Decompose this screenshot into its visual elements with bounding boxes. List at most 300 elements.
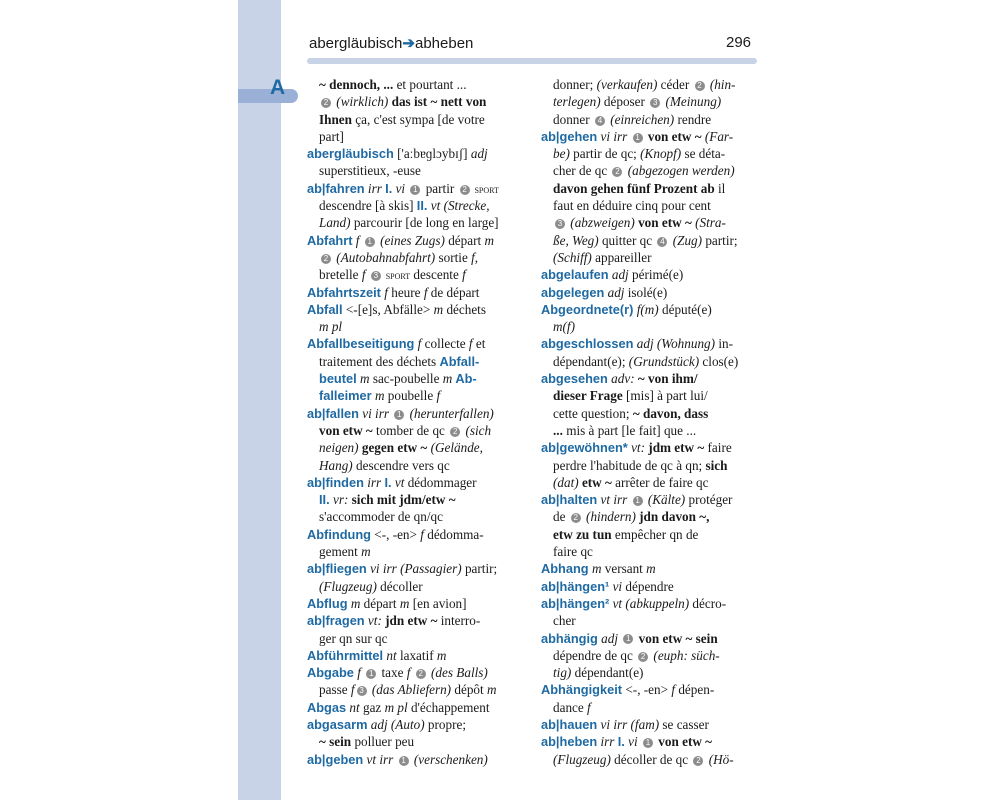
- translation-text: et pourtant ...: [393, 77, 467, 92]
- sense-number-badge: 1: [410, 185, 420, 195]
- translation-text: se déta-: [681, 146, 726, 162]
- entry-continuation-line: [541, 249, 757, 266]
- headword: ab|fallen: [307, 405, 359, 421]
- entry-continuation-line: [541, 457, 757, 474]
- headword: Abgeordnete(r): [541, 301, 634, 317]
- grammar-label: (abgezogen werden): [624, 163, 735, 179]
- entry-continuation-line: [307, 733, 523, 750]
- entry-continuation-line: [307, 508, 523, 525]
- thumb-index-tab: [238, 89, 298, 103]
- grammar-label: (verkaufen): [596, 77, 658, 92]
- entry-line: [307, 474, 523, 491]
- translation-text: ger qn sur qc: [319, 630, 388, 646]
- grammar-label: be): [553, 146, 570, 162]
- entry-continuation-line: [541, 111, 757, 128]
- entry-line: [307, 664, 523, 681]
- entry-continuation-line: [307, 214, 523, 231]
- grammar-label: vi: [609, 578, 623, 594]
- headword: Abfindung: [307, 526, 371, 542]
- grammar-label: (hindern): [582, 509, 636, 525]
- translation-text: in-: [715, 336, 733, 352]
- grammar-label: m: [442, 371, 453, 387]
- grammar-label: adj (Wohnung): [633, 336, 716, 352]
- header-rule: [307, 58, 757, 64]
- grammar-label: m pl: [319, 319, 343, 335]
- grammar-label: m: [436, 647, 447, 663]
- translation-text: déchets: [443, 301, 486, 317]
- translation-text: s'accommoder de qn/qc: [319, 509, 443, 525]
- entry-continuation-line: [307, 93, 523, 110]
- sense-number-badge: 2: [416, 669, 426, 679]
- example-phrase: von etw ~: [319, 422, 373, 438]
- grammar-label: (Flugzeug): [553, 751, 611, 767]
- translation-text: dédommager: [404, 474, 477, 490]
- entry-continuation-line: [541, 180, 757, 197]
- translation-text: décoller: [376, 578, 423, 594]
- translation-text: superstitieux, -euse: [319, 163, 421, 179]
- translation-text: isolé(e): [624, 284, 668, 300]
- header-last-entry: abheben: [414, 35, 474, 52]
- right-column: [541, 76, 757, 768]
- thumb-index-letter: A: [270, 76, 286, 99]
- grammar-label: m: [484, 232, 494, 248]
- entry-line: [307, 284, 523, 301]
- headword: ab|geben: [307, 751, 364, 767]
- grammar-label: (des Balls): [427, 665, 488, 681]
- headword: Abfallbeseitigung: [307, 336, 415, 352]
- translation-text: bretelle: [319, 267, 362, 283]
- grammar-label: f: [468, 336, 473, 352]
- sense-number-badge: 2: [695, 81, 705, 91]
- headword: ab|halten: [541, 492, 598, 508]
- example-phrase: gegen etw ~: [358, 440, 428, 456]
- grammar-label: (dat): [553, 474, 579, 490]
- entry-line: [541, 733, 757, 750]
- headword: Abgabe: [307, 665, 354, 681]
- grammar-label: (Far-: [701, 128, 734, 144]
- translation-text: sac-poubelle: [369, 371, 443, 387]
- entry-line: [541, 370, 757, 387]
- grammar-label: nt: [383, 647, 397, 663]
- translation-text: dépendant(e): [571, 665, 644, 681]
- example-phrase: von etw ~: [634, 215, 692, 231]
- grammar-label: vi: [392, 180, 409, 196]
- grammar-label: f: [423, 284, 428, 300]
- entry-line: [541, 491, 757, 508]
- entry-continuation-line: [307, 128, 523, 145]
- entry-continuation-line: [541, 232, 757, 249]
- sense-number-badge: 1: [394, 410, 404, 420]
- translation-text: clos(e): [699, 353, 739, 369]
- grammar-label: f,: [471, 249, 479, 265]
- grammar-label: m: [399, 595, 410, 611]
- entry-line: [307, 647, 523, 664]
- grammar-label: f: [352, 232, 363, 248]
- headword: Abhängigkeit: [541, 682, 623, 698]
- translation-text: partir;: [461, 561, 498, 577]
- translation-text: partir;: [702, 232, 738, 248]
- translation-text: part]: [319, 128, 344, 144]
- sense-number-badge: 2: [321, 98, 331, 108]
- translation-text: gement: [319, 544, 362, 560]
- translation-text: appareiller: [591, 249, 652, 265]
- entry-continuation-line: [307, 197, 523, 214]
- entry-line: [541, 716, 757, 733]
- entry-continuation-line: [541, 526, 757, 543]
- entry-continuation-line: [541, 405, 757, 422]
- grammar-label: vt (abkuppeln): [609, 595, 690, 611]
- translation-text: polluer peu: [351, 734, 415, 750]
- sense-number-badge: 3: [650, 98, 660, 108]
- translation-text: donner: [553, 111, 593, 127]
- grammar-label: vi irr: [358, 405, 393, 421]
- entry-continuation-line: [307, 266, 523, 283]
- entry-continuation-line: [307, 457, 523, 474]
- sense-number-badge: 1: [633, 496, 643, 506]
- sense-number-badge: 4: [595, 116, 605, 126]
- grammar-label: (Kälte): [644, 492, 686, 508]
- translation-text: collecte: [421, 336, 469, 352]
- entry-line: [307, 716, 523, 733]
- translation-text: rendre: [674, 111, 712, 127]
- translation-text: partir de qc;: [569, 146, 641, 162]
- translation-text: [en avion]: [409, 595, 467, 611]
- grammar-label: vr:: [329, 492, 349, 508]
- headword: II.: [416, 198, 428, 214]
- translation-text: perdre l'habitude de qc à qn;: [553, 457, 706, 473]
- grammar-label: f: [414, 336, 422, 352]
- entry-continuation-line: [307, 111, 523, 128]
- grammar-label: m: [347, 595, 361, 611]
- headword: Ab-: [452, 371, 477, 387]
- entry-line: [307, 699, 523, 716]
- entry-line: [541, 681, 757, 698]
- left-column: [307, 76, 523, 768]
- grammar-label: adj: [608, 267, 629, 283]
- entry-line: [541, 301, 757, 318]
- example-phrase: jdn davon ~,: [635, 509, 710, 525]
- example-phrase: sich mit jdm/etw ~: [348, 492, 456, 508]
- translation-text: <-[e]s, Abfälle>: [342, 301, 434, 317]
- example-phrase: ~ von ihm/: [634, 371, 698, 387]
- translation-text: ['aːbɐɡlɔybɪʃ]: [393, 146, 471, 162]
- translation-text: descendre vers qc: [352, 457, 450, 473]
- translation-text: dépendant(e);: [553, 353, 629, 369]
- headword: ab|heben: [541, 734, 598, 750]
- entry-line: [541, 439, 757, 456]
- grammar-label: f: [380, 284, 388, 300]
- entry-line: [541, 630, 757, 647]
- translation-text: dépen-: [675, 682, 715, 698]
- grammar-label: (Schiff): [553, 249, 592, 265]
- entry-continuation-line: [307, 439, 523, 456]
- headword: Abfall: [307, 301, 343, 317]
- headword: Abflug: [307, 595, 348, 611]
- translation-text: de départ: [427, 284, 480, 300]
- entry-line: [541, 578, 757, 595]
- grammar-label: adj: [604, 284, 625, 300]
- grammar-label: (Gelände,: [427, 440, 483, 456]
- example-phrase: sich: [705, 457, 728, 473]
- entry-line: [307, 526, 523, 543]
- grammar-label: neigen): [319, 440, 359, 456]
- headword: Abfall-: [439, 353, 480, 369]
- translation-text: dance: [553, 699, 588, 715]
- grammar-label: adj (Auto): [367, 716, 425, 732]
- headword: I.: [385, 180, 393, 196]
- translation-text: [mis] à part lui/: [622, 388, 708, 404]
- translation-text: d'échappement: [407, 699, 490, 715]
- headword: I.: [384, 474, 392, 490]
- grammar-label: m pl: [384, 699, 408, 715]
- example-phrase: Ihnen: [319, 111, 352, 127]
- translation-text: partir: [422, 180, 458, 196]
- translation-text: départ: [360, 595, 400, 611]
- grammar-label: (das Abliefern): [368, 682, 452, 698]
- entry-continuation-line: [307, 578, 523, 595]
- translation-text: protéger: [685, 492, 733, 508]
- sense-number-badge: 2: [693, 756, 703, 766]
- entry-line: [307, 180, 523, 197]
- entry-continuation-line: [307, 249, 523, 266]
- sense-number-badge: 3: [357, 686, 367, 696]
- translation-text: décro-: [689, 595, 727, 611]
- grammar-label: m: [371, 388, 385, 404]
- example-phrase: ~ davon, dass: [632, 405, 709, 421]
- translation-text: donner;: [553, 77, 597, 92]
- grammar-label: (verschenken): [410, 751, 488, 767]
- translation-text: faire qc: [553, 544, 593, 560]
- entry-continuation-line: [541, 647, 757, 664]
- grammar-label: irr: [363, 474, 385, 490]
- entry-line: [541, 560, 757, 577]
- entry-continuation-line: [541, 197, 757, 214]
- translation-text: cher: [553, 613, 576, 629]
- headword: Abhang: [541, 561, 589, 577]
- grammar-label: vt:: [627, 440, 645, 456]
- grammar-label: f: [587, 699, 591, 715]
- grammar-label: adj: [470, 146, 488, 162]
- grammar-label: adv:: [607, 371, 635, 387]
- sense-number-badge: 2: [460, 185, 470, 195]
- grammar-label: f: [436, 388, 441, 404]
- header-first-entry: abergläubisch: [309, 35, 403, 52]
- entry-continuation-line: [541, 162, 757, 179]
- entry-continuation-line: [541, 387, 757, 404]
- translation-text: versant: [601, 561, 647, 577]
- domain-label: sport: [382, 270, 411, 283]
- arrow-icon: ➔: [402, 35, 415, 52]
- page-number: 296: [726, 34, 752, 51]
- sense-number-badge: 1: [366, 669, 376, 679]
- translation-text: heure: [387, 284, 424, 300]
- grammar-label: adj: [597, 630, 622, 646]
- translation-text: périmé(e): [628, 267, 684, 283]
- entry-line: [541, 128, 757, 145]
- translation-text: député(e): [658, 301, 712, 317]
- entry-continuation-line: [307, 387, 523, 404]
- grammar-label: vt irr: [597, 492, 631, 508]
- grammar-label: f: [671, 682, 676, 698]
- grammar-label: (Stra-: [691, 215, 726, 231]
- entry-line: [541, 284, 757, 301]
- domain-label: sport: [471, 183, 499, 196]
- headword: ab|hängen²: [541, 595, 610, 611]
- headword: abergläubisch: [307, 146, 394, 162]
- entry-continuation-line: [541, 145, 757, 162]
- translation-text: céder: [657, 77, 693, 92]
- grammar-label: (sich: [462, 422, 492, 438]
- entry-line: [307, 335, 523, 352]
- translation-text: quitter qc: [598, 232, 656, 248]
- grammar-label: (Hö-: [705, 751, 734, 767]
- translation-text: faut en déduire cinq pour cent: [553, 198, 711, 214]
- grammar-label: vt irr: [363, 751, 397, 767]
- sense-number-badge: 1: [643, 738, 653, 748]
- grammar-label: (Grundstück): [628, 353, 700, 369]
- grammar-label: m: [486, 682, 497, 698]
- grammar-label: (Knopf): [640, 146, 682, 162]
- headword: abgelegen: [541, 284, 605, 300]
- headword: ab|finden: [307, 474, 364, 490]
- grammar-label: (Autobahnabfahrt): [333, 249, 436, 265]
- translation-text: descendre [à skis]: [319, 198, 417, 214]
- translation-text: et: [472, 336, 486, 352]
- grammar-label: tig): [553, 665, 572, 681]
- entry-line: [307, 145, 523, 162]
- example-phrase: ~ sein: [319, 734, 352, 750]
- translation-text: faire: [704, 440, 732, 456]
- entry-continuation-line: [541, 318, 757, 335]
- grammar-label: (abzweigen): [567, 215, 635, 231]
- entry-continuation-line: [307, 543, 523, 560]
- headword: abhängig: [541, 630, 598, 646]
- translation-text: poubelle: [384, 388, 437, 404]
- grammar-label: vt:: [364, 613, 382, 629]
- grammar-label: (euph: süch-: [650, 647, 720, 663]
- headword: ab|hängen¹: [541, 578, 610, 594]
- translation-text: dédomma-: [423, 526, 484, 542]
- entry-line: [541, 266, 757, 283]
- sense-number-badge: 3: [371, 271, 381, 281]
- translation-text: se casser: [659, 716, 709, 732]
- entry-continuation-line: [541, 664, 757, 681]
- sense-number-badge: 2: [612, 167, 622, 177]
- grammar-label: vt: [391, 474, 405, 490]
- sense-number-badge: 2: [450, 427, 460, 437]
- grammar-label: f(m): [633, 301, 659, 317]
- grammar-label: (Zug): [669, 232, 703, 248]
- entry-line: [307, 751, 523, 768]
- translation-text: descente: [410, 267, 463, 283]
- translation-text: propre;: [424, 716, 466, 732]
- entry-continuation-line: [307, 491, 523, 508]
- translation-text: dépendre de qc: [553, 647, 637, 663]
- headword: Abfahrt: [307, 232, 353, 248]
- entry-continuation-line: [307, 353, 523, 370]
- entry-continuation-line: [307, 162, 523, 179]
- translation-text: empêcher qn de: [611, 526, 699, 542]
- grammar-label: terlegen): [553, 94, 601, 110]
- grammar-label: (Flugzeug): [319, 578, 377, 594]
- grammar-label: f: [420, 526, 424, 542]
- entry-continuation-line: [307, 370, 523, 387]
- headword: Abgas: [307, 699, 347, 715]
- grammar-label: (Meinung): [662, 94, 722, 110]
- grammar-label: f: [350, 682, 355, 698]
- grammar-label: f: [406, 665, 414, 681]
- entry-continuation-line: [307, 681, 523, 698]
- example-phrase: jdm etw ~: [645, 440, 705, 456]
- grammar-label: f: [361, 267, 369, 283]
- headword: abgasarm: [307, 716, 368, 732]
- translation-text: il: [714, 180, 726, 196]
- grammar-label: m: [356, 371, 370, 387]
- translation-text: déposer: [600, 94, 649, 110]
- headword: abgeschlossen: [541, 336, 634, 352]
- headword: Abführmittel: [307, 647, 384, 663]
- entry-line: [307, 560, 523, 577]
- example-phrase: etw zu tun: [553, 526, 612, 542]
- translation-text: de: [553, 509, 569, 525]
- translation-text: cher de qc: [553, 163, 611, 179]
- grammar-label: m: [433, 301, 444, 317]
- grammar-label: (hin-: [706, 77, 736, 92]
- headword: II.: [319, 492, 330, 508]
- grammar-label: irr: [364, 180, 386, 196]
- entry-line: [307, 612, 523, 629]
- grammar-label: m: [361, 544, 371, 560]
- running-header: [309, 34, 473, 52]
- grammar-label: (eines Zugs): [376, 232, 445, 248]
- sense-number-badge: 4: [657, 237, 667, 247]
- grammar-label: (einreichen): [606, 111, 675, 127]
- translation-text: tomber de qc: [372, 422, 449, 438]
- headword: ab|hauen: [541, 716, 598, 732]
- example-phrase: von etw ~: [644, 128, 702, 144]
- headword: Abfahrtszeit: [307, 284, 381, 300]
- grammar-label: m: [646, 561, 656, 577]
- entry-continuation-line: [541, 422, 757, 439]
- grammar-label: Land): [319, 215, 351, 231]
- entry-line: [541, 335, 757, 352]
- entry-continuation-line: [307, 318, 523, 335]
- entry-continuation-line: [541, 543, 757, 560]
- grammar-label: m: [588, 561, 602, 577]
- sense-number-badge: 2: [638, 652, 648, 662]
- translation-text: passe: [319, 682, 351, 698]
- translation-text: départ: [444, 232, 485, 248]
- headword: abgelaufen: [541, 267, 609, 283]
- entry-line: [307, 301, 523, 318]
- translation-text: ça, c'est sympa [de votre: [352, 111, 485, 127]
- entry-continuation-line: [541, 214, 757, 231]
- example-phrase: ~ dennoch, ...: [319, 77, 394, 92]
- translation-text: sortie: [435, 249, 472, 265]
- grammar-label: vi irr (Passagier): [366, 561, 462, 577]
- entry-continuation-line: [541, 93, 757, 110]
- translation-text: <-, -en>: [370, 526, 421, 542]
- translation-text: décoller de qc: [610, 751, 692, 767]
- entry-continuation-line: [541, 751, 757, 768]
- entry-continuation-line: [307, 76, 523, 93]
- grammar-label: m(f): [553, 319, 575, 335]
- entry-continuation-line: [541, 508, 757, 525]
- sense-number-badge: 1: [633, 133, 643, 143]
- translation-text: laxatif: [396, 647, 437, 663]
- example-phrase: von etw ~ sein: [635, 630, 718, 646]
- grammar-label: (herunterfallen): [406, 405, 494, 421]
